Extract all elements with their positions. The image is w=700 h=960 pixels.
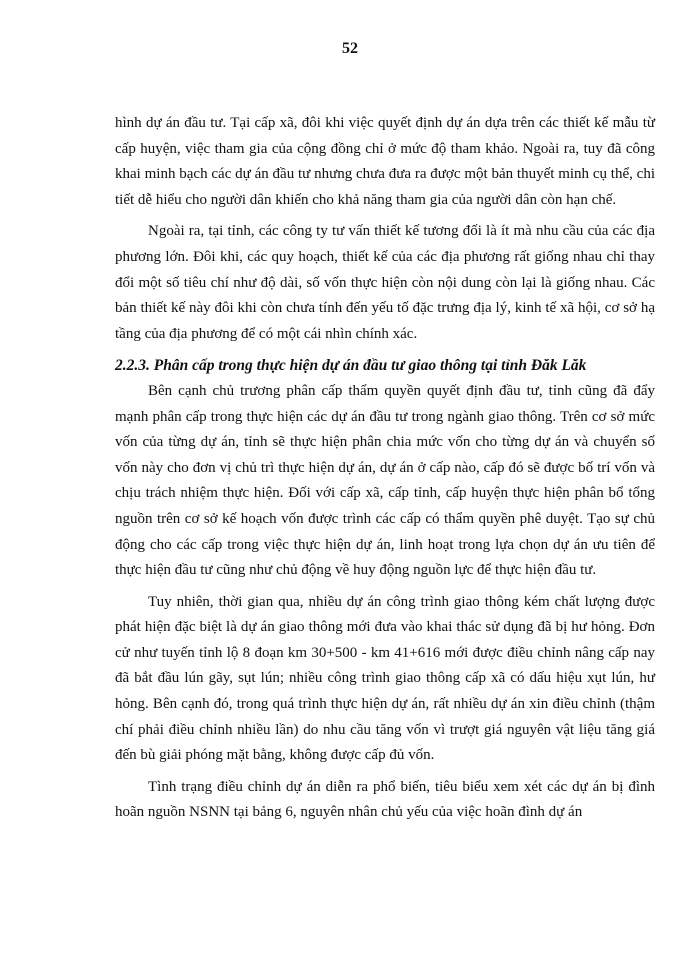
section-heading: 2.2.3. Phân cấp trong thực hiện dự án đầu tư giao thông tại tỉnh Đăk Lăk (115, 357, 587, 375)
paragraph-consultants: Ngoài ra, tại tỉnh, các công ty tư vấn thiết kế tương đối là ít mà nhu cầu của các địa phương lớn. Đôi khi, các quy hoạch, thiết kế của các địa phương rất giống nhau chỉ thay đổi một số tiêu chí như độ dài, số vốn thực hiện còn nội dung còn lại là giống nhau. Các bản thiết kế này đôi khi còn chưa tính đến yếu tố đặc trưng địa lý, kinh tế xã hội, cơ sở hạ tầng của địa phương để có một cái nhìn chính xác. (115, 223, 655, 342)
page-number: 52 (342, 40, 358, 57)
paragraph-quality-issues: Tuy nhiên, thời gian qua, nhiều dự án công trình giao thông kém chất lượng được phát hiện đặc biệt là dự án giao thông mới đưa vào khai thác sử dụng đã bị hư hỏng. Đơn cử như tuyến tỉnh lộ 8 đoạn km 30+500 - km 41+616 mới được điều chỉnh nâng cấp nay đã bắt đầu lún gãy, sụt lún; nhiều công trình giao thông cấp xã có dấu hiệu xụt lún, hư hỏng. Bên cạnh đó, trong quá trình thực hiện dự án, rất nhiều dự án xin điều chỉnh (thậm chí phải điều chỉnh nhiều lần) do nhu cầu tăng vốn vì trượt giá nguyên vật liệu tăng giá đến bù giải phóng mặt bằng, không được cấp đủ vốn. (115, 593, 655, 764)
paragraph-decentralization: Bên cạnh chủ trương phân cấp thẩm quyền quyết định đầu tư, tỉnh cũng đã đẩy mạnh phân cấp trong thực hiện các dự án đầu tư trong ngành giao thông. Trên cơ sở mức vốn của từng dự án, tỉnh sẽ thực hiện phân chia mức vốn cho từng dự án và chuyển số vốn này cho đơn vị chủ trì thực hiện dự án, dự án ở cấp nào, cấp đó sẽ được bố trí vốn và chịu trách nhiệm thực hiện. Đối với cấp xã, cấp tỉnh, cấp huyện thực hiện phân bổ tổng nguồn trên cơ sở kế hoạch vốn được trình các cấp có thẩm quyền phê duyệt. Tạo sự chủ động cho các cấp trong việc thực hiện dự án, linh hoạt trong lựa chọn dự án ưu tiên để thực hiện đầu tư cũng như chủ động về huy động nguồn lực để thực hiện đầu tư. (115, 382, 655, 579)
page-body (115, 111, 655, 832)
paragraph-adjustments: Tình trạng điều chỉnh dự án diễn ra phổ biến, tiêu biểu xem xét các dự án bị đình hoãn nguồn NSNN tại bảng 6, nguyên nhân chủ yếu của việc hoãn đình dự án (115, 778, 655, 821)
paragraph-continuation: hình dự án đầu tư. Tại cấp xã, đôi khi việc quyết định dự án dựa trên các thiết kế mẫu từ cấp huyện, việc tham gia của cộng đồng chỉ ở mức độ tham khảo. Ngoài ra, tuy đã công khai minh bạch các dự án đầu tư nhưng chưa đưa ra được một bản thuyết minh cụ thể, chi tiết dễ hiểu cho người dân khiến cho khả năng tham gia của người dân còn hạn chế. (115, 115, 655, 208)
